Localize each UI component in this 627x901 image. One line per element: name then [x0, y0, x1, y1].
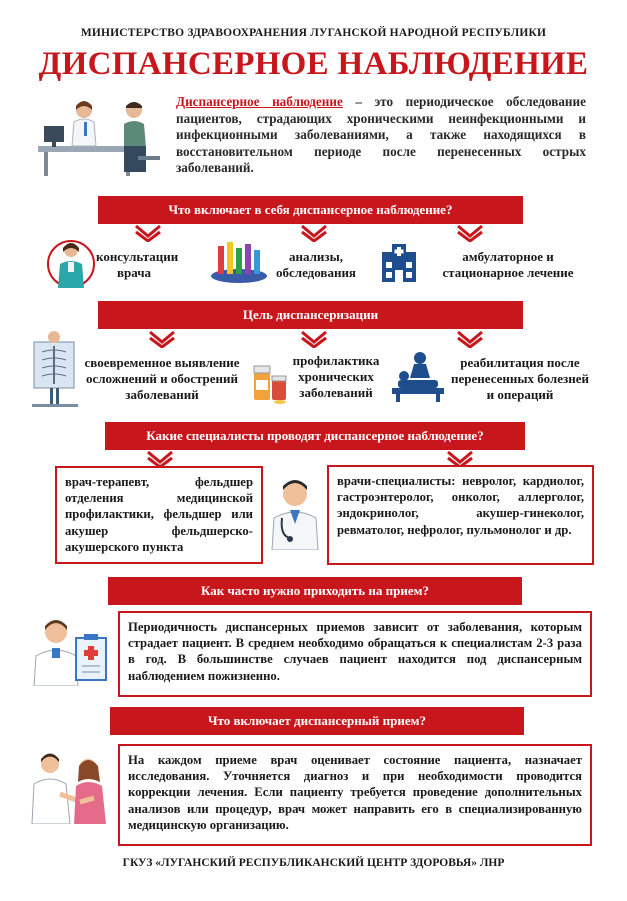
goal-heading: Цель диспансеризации — [98, 301, 523, 329]
visit-box — [118, 744, 592, 846]
goal-item-prevention: профилактика хронических заболеваний — [292, 353, 380, 400]
doctor-patient-icon — [30, 748, 112, 824]
specialists-general-text: врач-терапевт, фельдшер отделения медицинской профилактики, фельдшер или акушер фельдшерско-акушерского пункта — [65, 475, 253, 554]
frequency-box — [118, 611, 592, 697]
footer-organization: ГКУЗ «ЛУГАНСКИЙ РЕСПУБЛИКАНСКИЙ ЦЕНТР ЗДОРОВЬЯ» ЛНР — [122, 857, 505, 869]
chevron-down-icon — [134, 224, 162, 242]
visit-text: На каждом приеме врач оценивает состояние пациента, назначает исследования. Уточняется диагноз и при необходимости проводится коррекции лечения. Если пациенту требуется проведение дополнительных анализов или процедур, врач может направить его в специализированную медицинскую организацию. — [128, 753, 582, 832]
includes-item-tests: анализы, обследования — [276, 249, 356, 280]
intro-text: – это периодическое обследование пациентов, страдающих хроническими неинфекционными и инфекционными заболеваниями, а также находящихся в восстановительном периоде после перенесенных острых заболеваний. — [176, 94, 586, 176]
rehabilitation-icon — [390, 350, 446, 402]
page-title: ДИСПАНСЕРНОЕ НАБЛЮДЕНИЕ — [38, 46, 589, 82]
chevron-down-icon — [456, 330, 484, 348]
chevron-down-icon — [456, 224, 484, 242]
includes-item-consult: консультации врача — [96, 249, 179, 280]
doctor-clipboard-icon — [30, 616, 112, 686]
frequency-text: Периодичность диспансерных приемов зависит от заболевания, которым страдает пациент. В среднем необходимо обращаться к специалистам 2-3 раза в год. В большинстве случаев пациент находится под диспансерным наблюдением пожизненно. — [128, 620, 582, 683]
doctor-specialist-icon — [268, 474, 322, 550]
specialists-list-box — [327, 465, 594, 565]
includes-item-treatment: амбулаторное и стационарное лечение — [442, 249, 574, 280]
test-tubes-icon — [208, 240, 270, 284]
specialists-heading: Какие специалисты проводят диспансерное наблюдение? — [105, 422, 525, 450]
goal-item-rehab: реабилитация после перенесенных болезней и операций — [451, 355, 589, 402]
ministry-header: МИНИСТЕРСТВО ЗДРАВООХРАНЕНИЯ ЛУГАНСКОЙ НАРОДНОЙ РЕСПУБЛИКИ — [80, 27, 547, 39]
includes-heading: Что включает в себя диспансерное наблюдение? — [98, 196, 523, 224]
doctor-icon — [46, 232, 96, 296]
chevron-down-icon — [148, 330, 176, 348]
intro-paragraph — [176, 94, 586, 177]
chevron-down-icon — [300, 330, 328, 348]
consultation-illustration-icon — [38, 96, 162, 178]
chevron-down-icon — [300, 224, 328, 242]
goal-item-detection: своевременное выявление осложнений и обострений заболеваний — [84, 355, 240, 402]
specialists-list-text: врачи-специалисты: невролог, кардиолог, гастроэнтеролог, онколог, аллерголог, эндокринолог, акушер-гинеколог, ревматолог, нефролог, пульмонолог и др. — [337, 474, 584, 537]
frequency-heading: Как часто нужно приходить на прием? — [108, 577, 522, 605]
specialists-general-box — [55, 466, 263, 564]
visit-heading: Что включает диспансерный прием? — [110, 707, 524, 735]
hospital-icon — [378, 242, 420, 284]
intro-term: Диспансерное наблюдение — [176, 94, 343, 109]
